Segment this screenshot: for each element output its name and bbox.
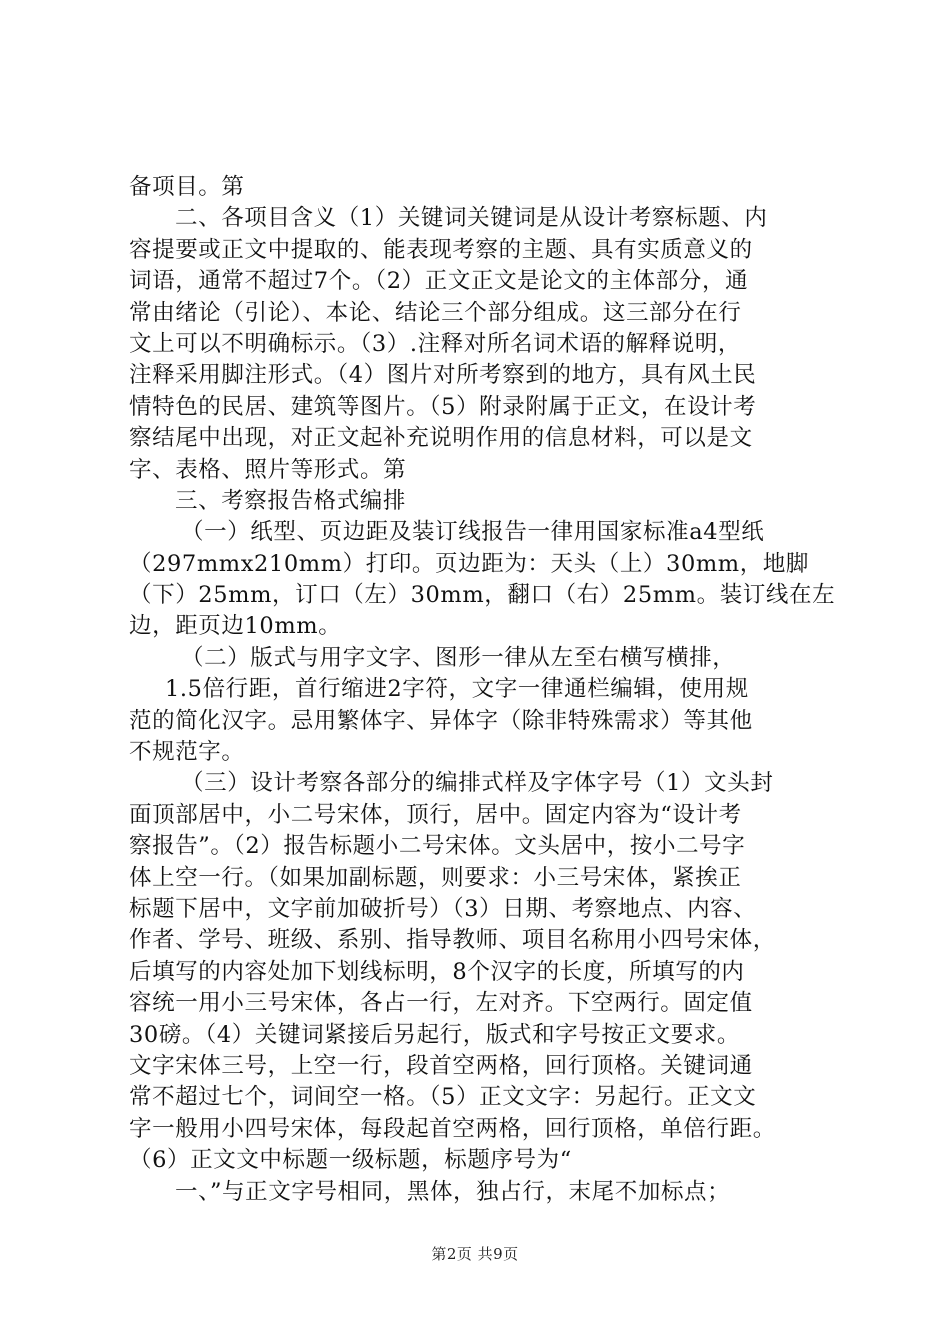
text-line: （三）设计考察各部分的编排式样及字体字号（1）文头封 — [181, 770, 774, 797]
text-line: 词语，通常不超过7个。（2）正文正文是论文的主体部分，通 — [129, 268, 749, 295]
text-line: 二、各项目含义（1）关键词关键词是从设计考察标题、内 — [175, 205, 768, 232]
text-line: 文上可以不明确标示。（3）.注释对所名词术语的解释说明， — [129, 330, 742, 357]
text-line: （297mmx210mm）打印。页边距为：天头（上）30mm，地脚 — [129, 550, 810, 577]
text-line: 后填写的内容处加下划线标明，8个汉字的长度，所填写的内 — [129, 958, 745, 985]
text-line: 1.5倍行距，首行缩进2字符，文字一律通栏编辑，使用规 — [165, 676, 749, 703]
text-line: 范的简化汉字。忌用繁体字、异体字（除非特殊需求）等其他 — [129, 707, 753, 734]
text-line: 三、考察报告格式编排 — [175, 487, 407, 514]
text-line: 字、表格、照片等形式。第 — [129, 456, 407, 483]
text-line: 30磅。（4）关键词紧接后另起行，版式和字号按正文要求。 — [129, 1021, 740, 1048]
page-footer: 第2页 共9页 — [431, 1245, 519, 1263]
text-line: 情特色的民居、建筑等图片。（5）附录附属于正文，在设计考 — [129, 393, 757, 420]
text-line: 一、”与正文字号相同，黑体，独占行，末尾不加标点； — [175, 1178, 731, 1205]
text-line: 察结尾中出现，对正文起补充说明作用的信息材料，可以是文 — [129, 425, 753, 452]
text-line: 字一般用小四号宋体，每段起首空两格，回行顶格，单倍行距。 — [129, 1115, 776, 1142]
text-line: 面顶部居中，小二号宋体，顶行，居中。固定内容为“设计考 — [129, 801, 742, 828]
text-line: 常不超过七个，词间空一格。（5）正文文字：另起行。正文文 — [129, 1084, 757, 1111]
text-line: （一）纸型、页边距及装订线报告一律用国家标准a4型纸 — [181, 519, 765, 546]
text-line: 不规范字。 — [129, 739, 245, 766]
text-line: （二）版式与用字文字、图形一律从左至右横写横排， — [181, 644, 736, 671]
text-line: 备项目。第 — [129, 174, 245, 200]
text-line: 察报告”。（2）报告标题小二号宋体。文头居中，按小二号字 — [129, 833, 746, 860]
text-line: 标题下居中，文字前加破折号）（3）日期、考察地点、内容、 — [129, 895, 757, 922]
text-line: 常由绪论（引论）、本论、结论三个部分组成。这三部分在行 — [129, 299, 742, 326]
text-line: 作者、学号、班级、系别、指导教师、项目名称用小四号宋体， — [129, 927, 776, 954]
text-line: 边，距页边10mm。 — [129, 613, 342, 640]
text-line: 容统一用小三号宋体，各占一行，左对齐。下空两行。固定值 — [129, 990, 753, 1017]
document-body — [129, 172, 839, 1208]
text-line: 体上空一行。（如果加副标题，则要求：小三号宋体，紧挨正 — [129, 864, 742, 891]
text-line: （下）25mm，订口（左）30mm，翻口（右）25mm。装订线在左 — [129, 582, 836, 609]
text-line: 容提要或正文中提取的、能表现考察的主题、具有实质意义的 — [129, 236, 753, 263]
text-line: （6）正文文中标题一级标题，标题序号为“ — [129, 1147, 572, 1174]
text-line: 注释采用脚注形式。（4）图片对所考察到的地方，具有风土民 — [129, 362, 757, 389]
text-line: 文字宋体三号，上空一行，段首空两格，回行顶格。关键词通 — [129, 1052, 753, 1079]
